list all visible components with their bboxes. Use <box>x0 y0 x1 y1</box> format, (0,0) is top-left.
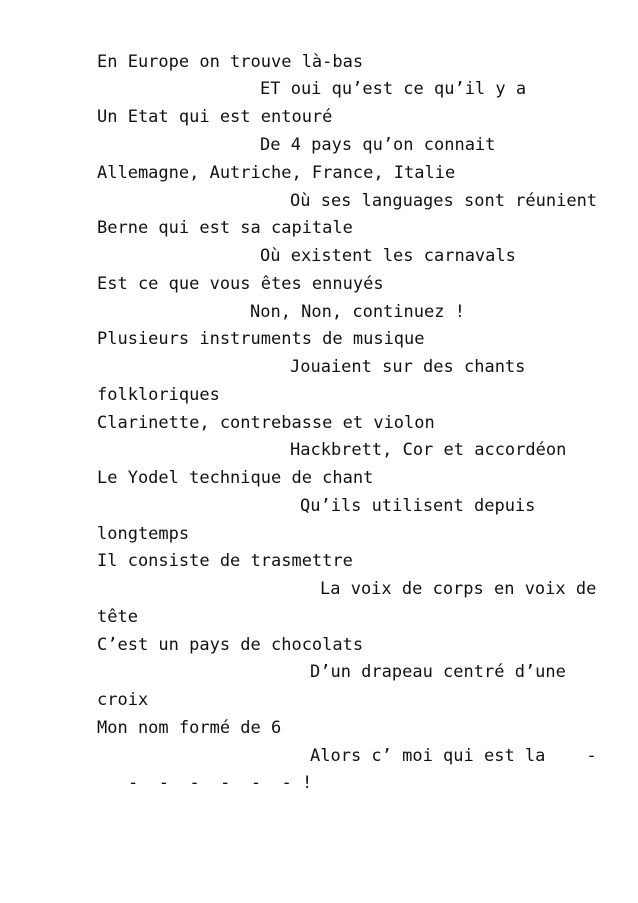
poem-line: La voix de corps en voix de <box>320 579 597 599</box>
poem-line: Qu’ils utilisent depuis <box>300 496 536 516</box>
poem-line: Berne qui est sa capitale <box>97 218 353 238</box>
poem-line: Allemagne, Autriche, France, Italie <box>97 163 456 183</box>
poem-line: Mon nom formé de 6 <box>97 718 282 738</box>
poem-line: C’est un pays de chocolats <box>97 635 364 655</box>
poem-line: folkloriques <box>97 385 220 405</box>
poem-line: Non, Non, continuez ! <box>250 302 465 322</box>
poem-line: Un Etat qui est entouré <box>97 107 333 127</box>
poem-line: D’un drapeau centré d’une <box>310 662 566 682</box>
poem-line: - - - - - - ! <box>128 773 313 793</box>
poem-line: Alors c’ moi qui est la - <box>310 746 597 766</box>
poem-line: Où existent les carnavals <box>260 246 516 266</box>
poem-line: Est ce que vous êtes ennuyés <box>97 274 384 294</box>
poem-line: ET oui qu’est ce qu’il y a <box>260 79 527 99</box>
poem-line: tête <box>97 607 138 627</box>
poem-line: Jouaient sur des chants <box>290 357 526 377</box>
poem-line: croix <box>97 690 149 710</box>
poem-line: En Europe on trouve là-bas <box>97 52 364 72</box>
poem-line: Clarinette, contrebasse et violon <box>97 413 435 433</box>
poem-line: Hackbrett, Cor et accordéon <box>290 440 567 460</box>
poem-line: Où ses languages sont réunient <box>290 191 598 211</box>
poem-line: Le Yodel technique de chant <box>97 468 374 488</box>
poem-line: Il consiste de trasmettre <box>97 551 353 571</box>
poem-line: longtemps <box>97 524 190 544</box>
poem-line: De 4 pays qu’on connait <box>260 135 496 155</box>
poem-line: Plusieurs instruments de musique <box>97 329 425 349</box>
